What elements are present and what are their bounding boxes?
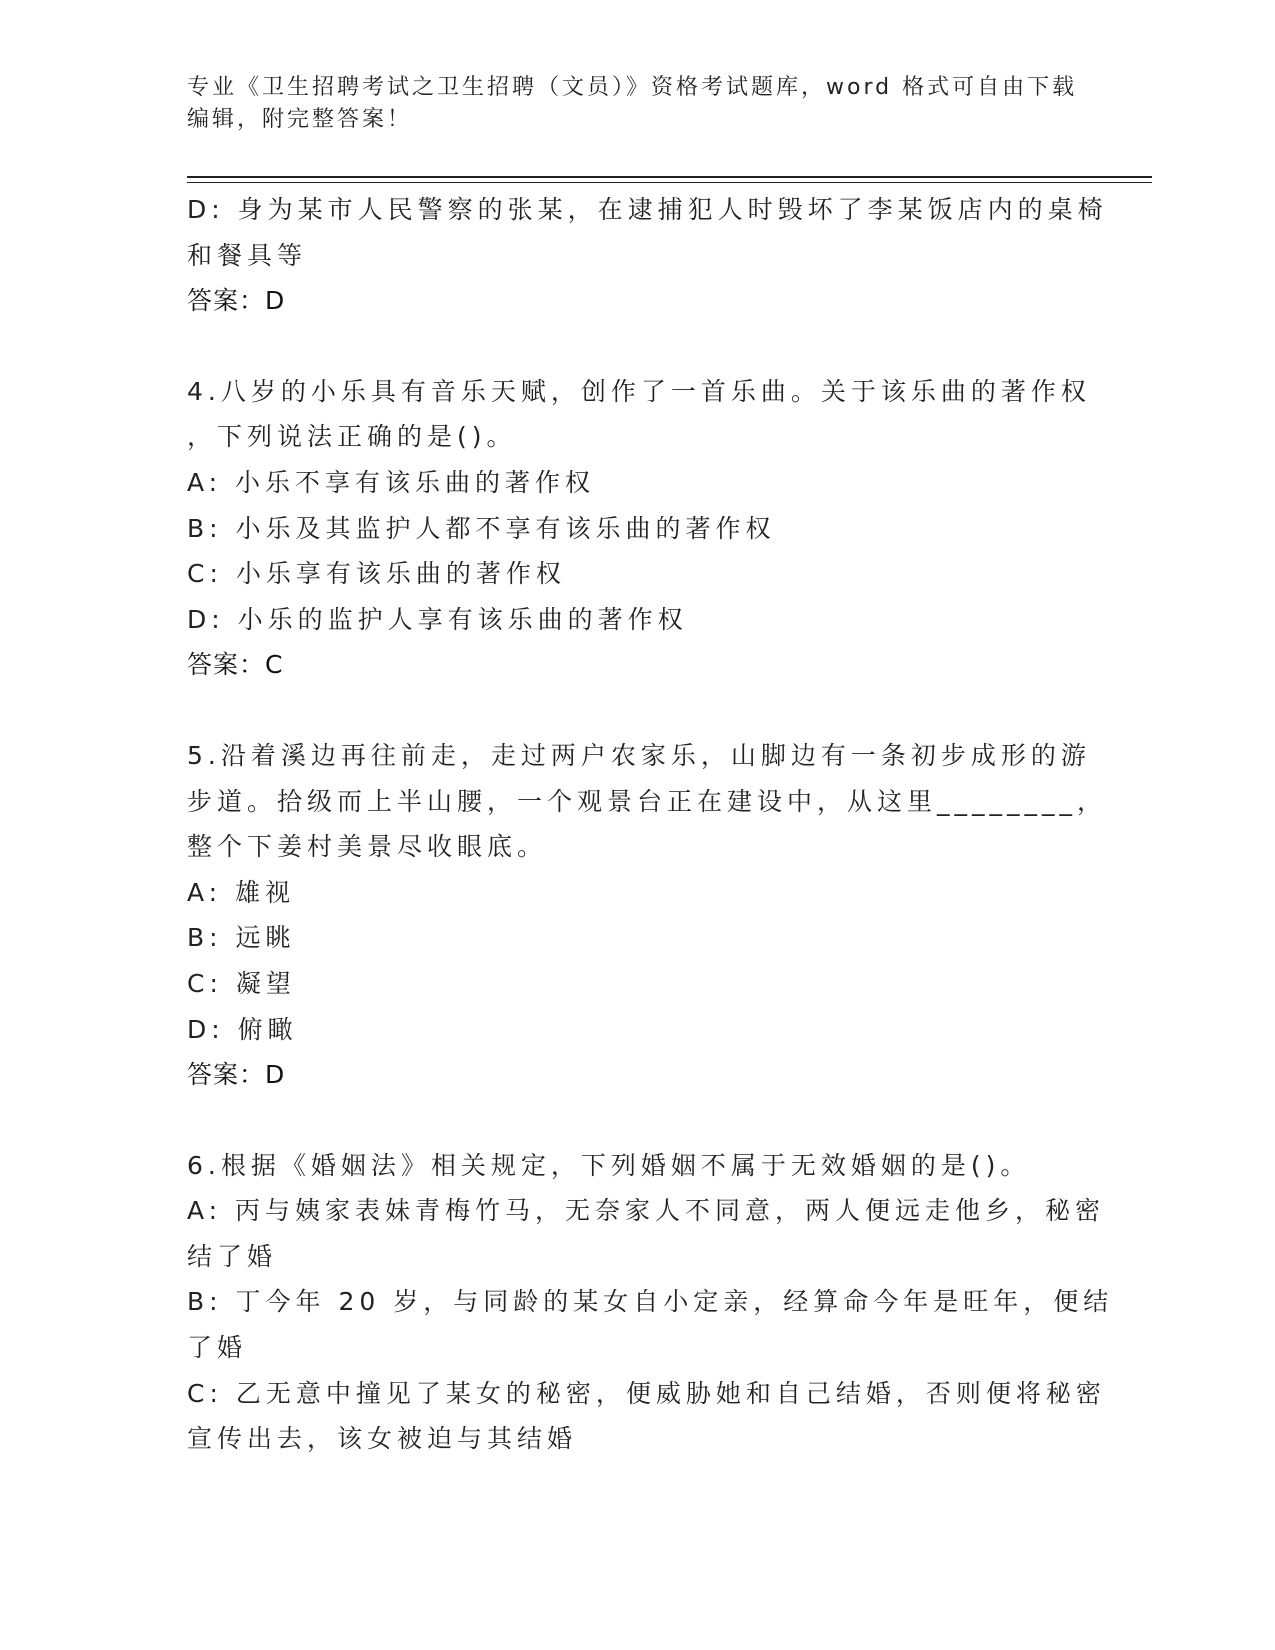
header-divider-thick bbox=[187, 176, 1152, 178]
header-divider-thin bbox=[187, 182, 1152, 183]
option-line: A: 雄视 bbox=[187, 877, 296, 907]
option-line: 宣传出去，该女被迫与其结婚 bbox=[187, 1424, 578, 1454]
option-line: 结了婚 bbox=[187, 1241, 278, 1271]
answer-line: 答案：C bbox=[187, 650, 284, 680]
question-list bbox=[187, 187, 1114, 1462]
block-spacer bbox=[187, 324, 1107, 369]
question-line: 整个下姜村美景尽收眼底。 bbox=[187, 832, 548, 862]
option-line: C: 凝望 bbox=[187, 968, 296, 998]
option-line: C: 小乐享有该乐曲的著作权 bbox=[187, 559, 566, 589]
block-spacer bbox=[187, 1098, 1107, 1143]
option-line: D: 身为某市人民警察的张某，在逮捕犯人时毁坏了李某饭店内的桌椅 bbox=[187, 195, 1108, 224]
answer-line: 答案：D bbox=[187, 286, 286, 316]
block-spacer bbox=[187, 688, 1107, 733]
question-line: 6.根据《婚姻法》相关规定，下列婚姻不属于无效婚姻的是()。 bbox=[187, 1150, 1031, 1180]
option-line: 了婚 bbox=[187, 1333, 248, 1363]
question-line: 步道。拾级而上半山腰，一个观景台正在建设中，从这里________， bbox=[187, 786, 1108, 816]
option-line: D: 小乐的监护人享有该乐曲的著作权 bbox=[187, 604, 688, 634]
question-line: ，下列说法正确的是()。 bbox=[187, 422, 517, 452]
question-block bbox=[187, 187, 1107, 324]
option-line: C: 乙无意中撞见了某女的秘密，便威胁她和自己结婚，否则便将秘密 bbox=[187, 1378, 1106, 1408]
question-line: 5.沿着溪边再往前走，走过两户农家乐，山脚边有一条初步成形的游 bbox=[187, 740, 1091, 770]
answer-line: 答案：D bbox=[187, 1060, 286, 1090]
page-header bbox=[187, 72, 1087, 136]
question-block bbox=[187, 369, 1107, 688]
option-line: B: 丁今年 20 岁，与同龄的某女自小定亲，经算命今年是旺年，便结 bbox=[187, 1287, 1114, 1317]
question-block bbox=[187, 1143, 1114, 1462]
option-line: D: 俯瞰 bbox=[187, 1014, 298, 1044]
question-line: 4.八岁的小乐具有音乐天赋，创作了一首乐曲。关于该乐曲的著作权 bbox=[187, 376, 1091, 406]
question-block bbox=[187, 733, 1107, 1098]
header-line-2: 编辑，附完整答案！ bbox=[187, 107, 413, 132]
option-line: A: 小乐不享有该乐曲的著作权 bbox=[187, 467, 596, 497]
header-line-1: 专业《卫生招聘考试之卫生招聘（文员）》资格考试题库，word 格式可自由下载 bbox=[187, 75, 1078, 100]
option-line: B: 小乐及其监护人都不享有该乐曲的著作权 bbox=[187, 513, 776, 543]
option-line: B: 远眺 bbox=[187, 923, 296, 953]
option-line: 和餐具等 bbox=[187, 240, 308, 270]
option-line: A: 丙与姨家表妹青梅竹马，无奈家人不同意，两人便远走他乡，秘密 bbox=[187, 1196, 1106, 1226]
